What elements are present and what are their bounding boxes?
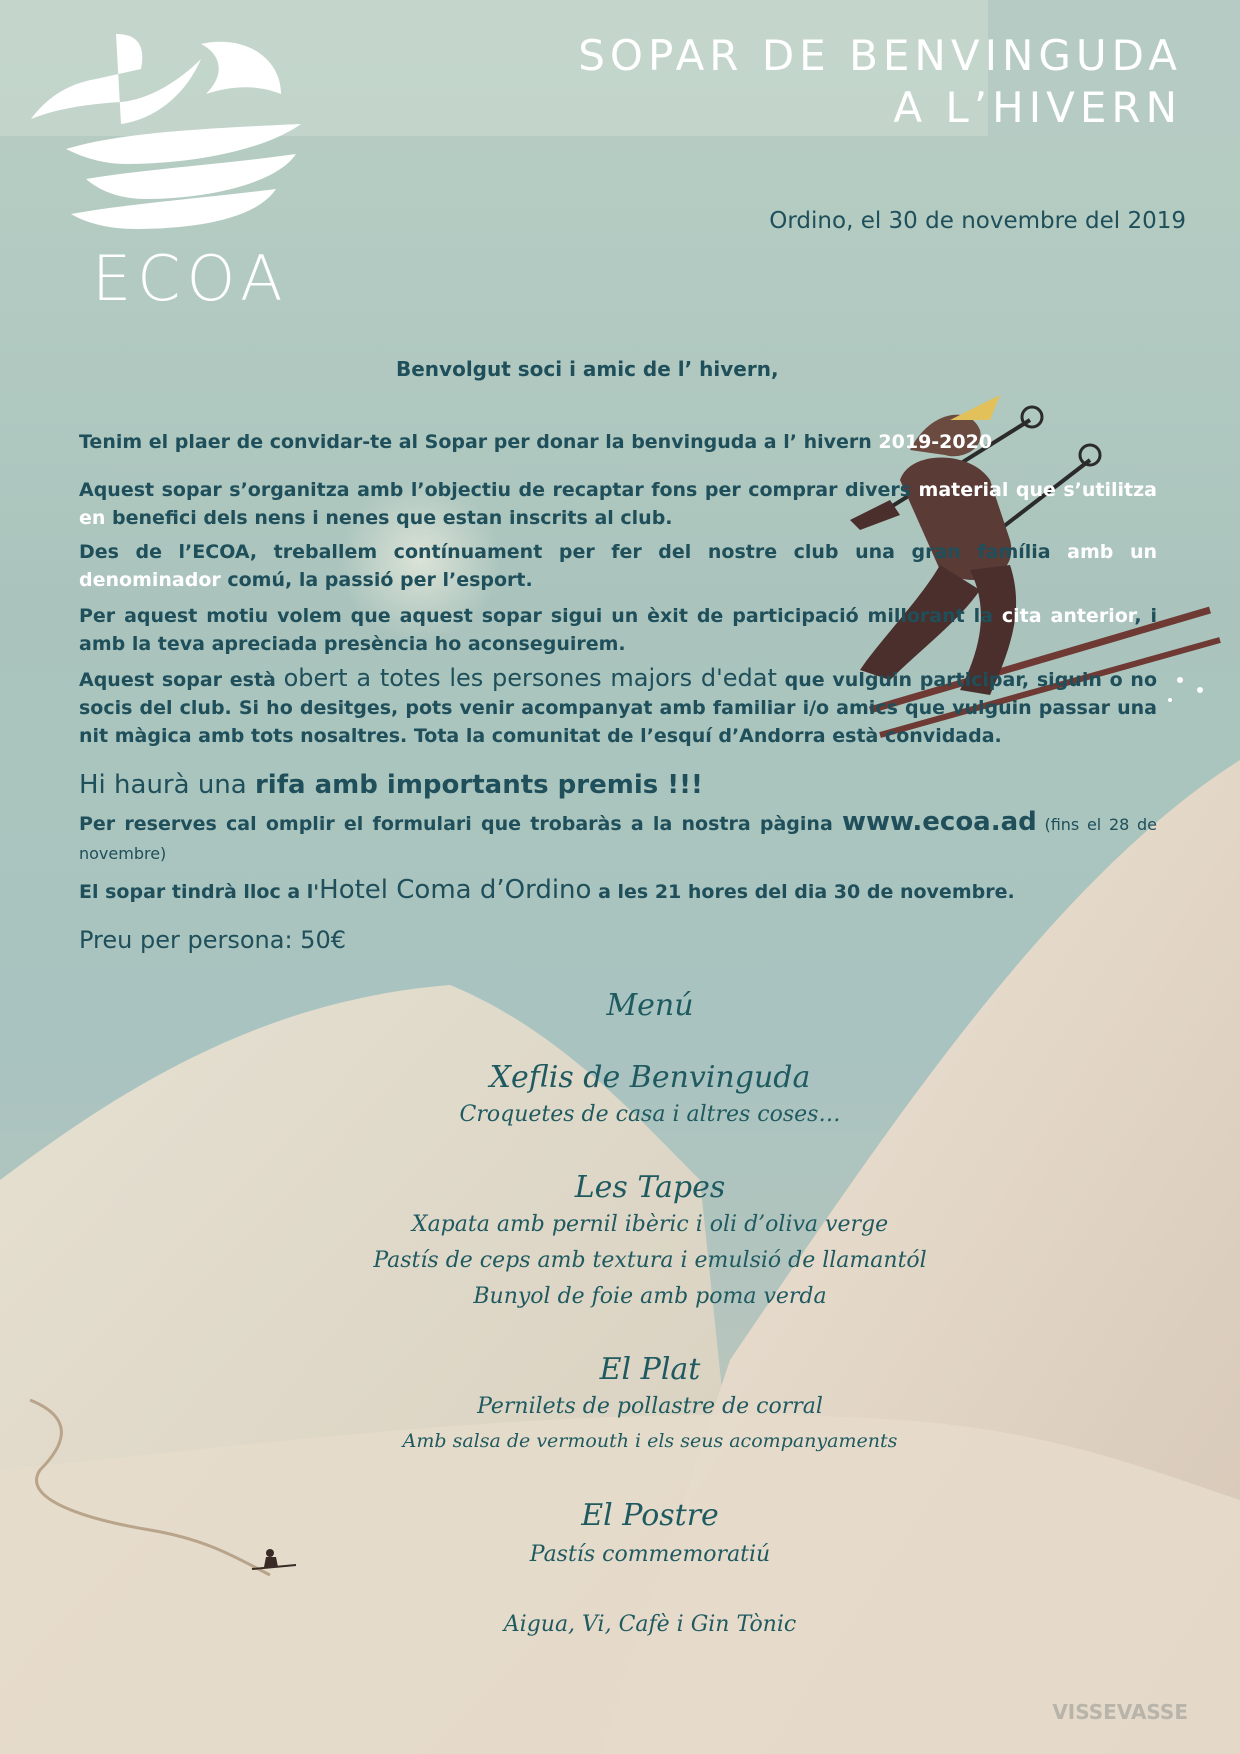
paragraph-venue [79, 876, 1157, 906]
menu-section-title: Xeflis de Benvinguda [489, 1060, 811, 1095]
paragraph-text: , i amb la teva apreciada presència ho aconseguirem. [79, 605, 1157, 655]
website-link[interactable]: www.ecoa.ad [842, 807, 1037, 837]
menu-section-title: El Plat [599, 1352, 701, 1387]
deadline-note: (fins el 28 de novembre) [79, 815, 1157, 863]
paragraph-family [79, 538, 1157, 594]
menu-title: Menú [606, 988, 694, 1023]
menu-item: Croquetes de casa i altres coses… [459, 1102, 841, 1127]
title-line-2: A L’HIVERN [893, 83, 1182, 132]
paragraph-highlight: cita anterior [1001, 605, 1135, 627]
paragraph-invitation [79, 428, 1157, 456]
paragraph-text: Aquest sopar s’organitza amb l’objectiu de recaptar fons per comprar divers [79, 479, 919, 501]
paragraph-text: benefici dels nens i nenes que estan inscrits al club. [105, 507, 673, 529]
artist-watermark: VISSEVASSE [1052, 1700, 1188, 1724]
paragraph-reservations [79, 808, 1157, 868]
paragraph-purpose [79, 476, 1157, 532]
paragraph-text: Tenim el plaer de convidar-te al Sopar per donar la benvinguda a l’ hivern [79, 431, 879, 453]
raffle-announcement [79, 770, 703, 800]
title-line-1: SOPAR DE BENVINGUDA [578, 31, 1182, 80]
raffle-text: Hi haurà una [79, 770, 255, 800]
paragraph-highlight: obert a totes les persones majors d'edat [283, 664, 777, 692]
menu-item: Pastís de ceps amb textura i emulsió de llamantól [373, 1248, 927, 1273]
paragraph-text: El sopar tindrà lloc a l' [79, 881, 320, 903]
paragraph-text: a les 21 hores del dia 30 de novembre. [591, 881, 1015, 903]
venue-name: Hotel Coma d’Ordino [319, 875, 592, 905]
paragraph-highlight: amb un denominador [79, 541, 1157, 591]
raffle-highlight: rifa amb importants premis !!! [254, 770, 703, 800]
date-line: Ordino, el 30 de novembre del 2019 [769, 208, 1186, 234]
page-title [578, 30, 1182, 134]
price-per-person: Preu per persona: 50€ [79, 926, 346, 954]
menu-item: Pastís commemoratiú [529, 1542, 771, 1567]
paragraph-text: Per aquest motiu volem que aquest sopar sigui un èxit de participació millorant la [79, 605, 1002, 627]
logo-text: ECOA [92, 242, 289, 315]
paragraph-motivation [79, 602, 1157, 658]
menu-item: Amb salsa de vermouth i els seus acompanyaments [402, 1430, 898, 1452]
paragraph-open-to-all [79, 664, 1157, 750]
menu-drinks: Aigua, Vi, Cafè i Gin Tònic [503, 1612, 797, 1637]
menu-item: Xapata amb pernil ibèric i oli d’oliva verge [411, 1212, 889, 1237]
greeting: Benvolgut soci i amic de l’ hivern, [396, 357, 779, 381]
menu-section-title: El Postre [581, 1498, 719, 1533]
menu-item: Pernilets de pollastre de corral [477, 1394, 823, 1419]
paragraph-text: Des de l’ECOA, treballem contínuament per fer del nostre club una gran família [79, 541, 1068, 563]
season-text: 2019-2020 [878, 431, 993, 453]
paragraph-text: que vulguin participar, siguin o no socis del club. Si ho desitges, pots venir acompanyat amb familiar i/o amics que vulguin passar una nit màgica amb tots nosaltres. Tota la comunitat de l’esquí d’Andorra està convidada. [79, 669, 1157, 747]
paragraph-text: comú, la passió per l’esport. [220, 569, 533, 591]
paragraph-text: Per reserves cal omplir el formulari que trobaràs a la nostra pàgina [79, 813, 842, 835]
paragraph-text: Aquest sopar està [79, 669, 284, 691]
menu-section-title: Les Tapes [574, 1170, 726, 1205]
menu-item: Bunyol de foie amb poma verda [473, 1284, 827, 1309]
paragraph-highlight: material que s’utilitza en [79, 479, 1157, 529]
